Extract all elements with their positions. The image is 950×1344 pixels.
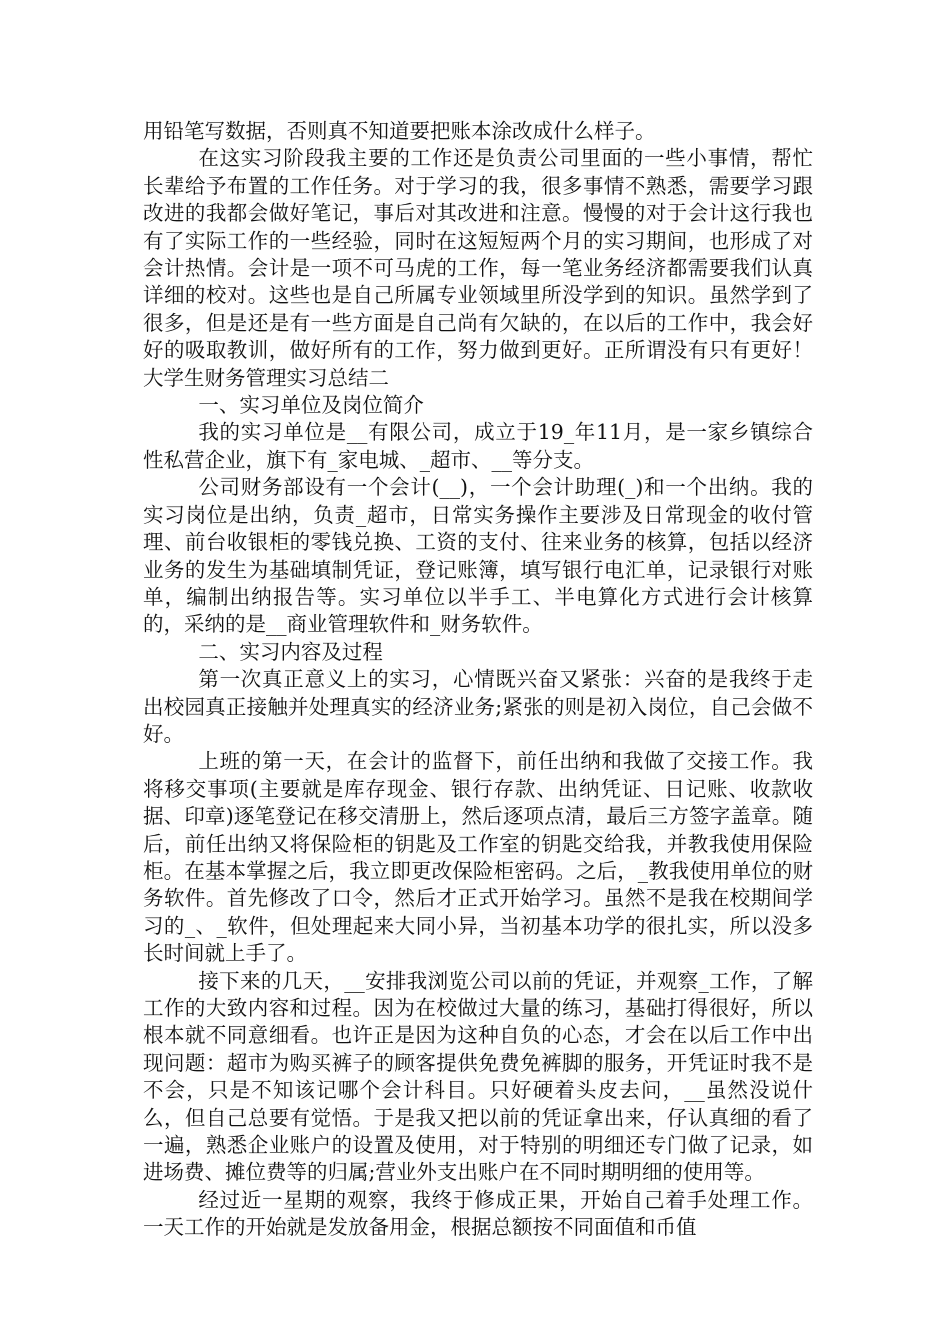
document-page: [143, 118, 854, 1242]
paragraph-5: 第一次真正意义上的实习，心情既兴奋又紧张：兴奋的是我终于走出校园真正接触并处理真实的经济业务;紧张的则是初入岗位，自己会做不好。: [143, 667, 813, 746]
paragraph-1: 用铅笔写数据，否则真不知道要把账本涂改成什么样子。: [143, 119, 656, 143]
paragraph-6: 上班的第一天，在会计的监督下，前任出纳和我做了交接工作。我将移交事项(主要就是库存现金、银行存款、出纳凭证、日记账、收款收据、印章)逐笔登记在移交清册上，然后逐项点清，最后三方签字盖章。随后，前任出纳又将保险柜的钥匙及工作室的钥匙交给我，并教我使用保险柜。在基本掌握之后，我立即更改保险柜密码。之后，_教我使用单位的财务软件。首先修改了口令，然后才正式开始学习。虽然不是我在校期间学习的_、_软件，但处理起来大同小异，当初基本功学的很扎实，所以没多长时间就上手了。: [143, 749, 813, 966]
section-heading-2: 二、实习内容及过程: [198, 639, 383, 664]
paragraph-4: 公司财务部设有一个会计(__)，一个会计助理(_)和一个出纳。我的实习岗位是出纳，负责_超市，日常实务操作主要涉及日常现金的收付管理、前台收银柜的零钱兑换、工资的支付、往来业务的核算，包括以经济业务的发生为基础填制凭证，登记账簿，填写银行电汇单，记录银行对账单，编制出纳报告等。实习单位以半手工、半电算化方式进行会计核算的，采纳的是__商业管理软件和_财务软件。: [143, 475, 813, 637]
section-heading-1: 一、实习单位及岗位简介: [198, 393, 424, 418]
paragraph-7: 接下来的几天，__安排我浏览公司以前的凭证，并观察_工作，了解工作的大致内容和过程。因为在校做过大量的练习，基础打得很好，所以根本就不同意细看。也许正是因为这种自负的心态，才会在以后工作中出现问题：超市为购买裤子的顾客提供免费免裤脚的服务，开凭证时我不是不会，只是不知该记哪个会计科目。只好硬着头皮去问，__虽然没说什么，但自己总要有觉悟。于是我又把以前的凭证拿出来，仔认真细的看了一遍，熟悉企业账户的设置及使用，对于特别的明细还专门做了记录，如进场费、摊位费等的归属;营业外支出账户在不同时期明细的使用等。: [143, 968, 813, 1185]
paragraph-2: 在这实习阶段我主要的工作还是负责公司里面的一些小事情，帮忙长辈给予布置的工作任务。对于学习的我，很多事情不熟悉，需要学习跟改进的我都会做好笔记，事后对其改进和注意。慢慢的对于会计这行我也有了实际工作的一些经验，同时在这短短两个月的实习期间，也形成了对会计热情。会计是一项不可马虎的工作，每一笔业务经济都需要我们认真详细的校对。这些也是自己所属专业领域里所没学到的知识。虽然学到了很多，但是还是有一些方面是自己尚有欠缺的，在以后的工作中，我会好好的吸取教训，做好所有的工作，努力做到更好。正所谓没有只有更好！ 大学生财务管理实习总结二: [143, 146, 854, 390]
paragraph-8: 经过近一星期的观察，我终于修成正果，开始自己着手处理工作。一天工作的开始就是发放备用金，根据总额按不同面值和币值: [143, 1187, 813, 1240]
paragraph-3: 我的实习单位是__有限公司，成立于19_年11月，是一家乡镇综合性私营企业，旗下有_家电城、_超市、__等分支。: [143, 420, 813, 472]
